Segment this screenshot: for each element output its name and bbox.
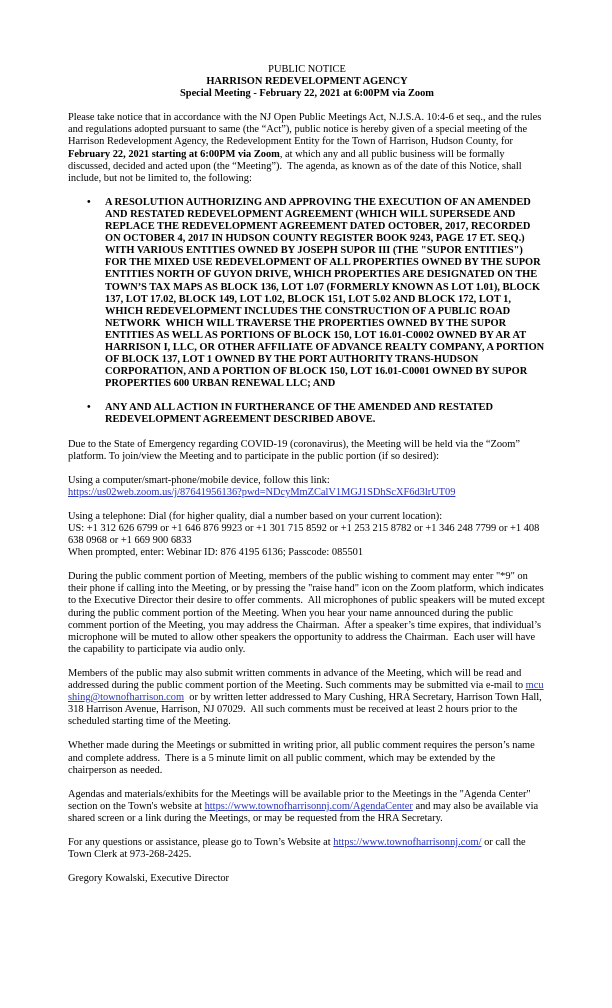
intro-text-1: Please take notice that in accordance with the NJ Open Public Meetings Act, N.J.S.A. 10:4-6 et seq., and the rules and regulations adopted pursuant to same (the “Act”), public notice is hereby given of a special meeting of the Harrison Redevelopment Agency, the Redevelopment Entity for the Town of Harrison, Hudson County, for (68, 112, 544, 148)
town-website-link[interactable]: https://www.townofharrisonnj.com/ (333, 836, 482, 848)
covid-zoom-paragraph: Due to the State of Emergency regarding COVID-19 (coronavirus), the Meeting will be held via the “Zoom” platform. To join/view the Meeting and to participate in the public portion (if so desired): (68, 438, 523, 462)
intro-paragraph (68, 112, 546, 185)
intro-text-2: , at which any and all public business will be formally discussed, decided and acted upon (the “Meeting”). The agenda, as known as of the date of this Notice, shall include, but not be limited to, the following: (68, 148, 525, 184)
agendas-availability-paragraph (68, 789, 546, 825)
written-comments-text-2: or by written letter addressed to Mary Cushing, HRA Secretary, Harrison Town Hall, 318 Harrison Avenue, Harrison, NJ 07029. All such comments must be received at least 2 hours prior to the scheduled starting time of the Meeting. (68, 692, 545, 728)
written-comments-paragraph (68, 668, 546, 728)
comment-rules-paragraph: Whether made during the Meetings or submitted in writing prior, all public comment requires the person’s name and complete address. There is a 5 minute limit on all public comment, which may be extended by the chairperson as needed. (68, 740, 538, 776)
agency-name-title: HARRISON REDEVELOPMENT AGENCY (206, 76, 408, 88)
signature-line: Gregory Kowalski, Executive Director (68, 873, 229, 885)
questions-text-2: or call the Town Clerk at 973-268-2425. (68, 836, 529, 861)
agendas-text-2: and may also be available via shared screen or a link during the Meetings, or may be requested from the HRA Secretary. (68, 800, 541, 824)
computer-access-label: Using a computer/smart-phone/mobile device, follow this link: (68, 474, 330, 486)
telephone-numbers-line: US: +1 312 626 6799 or +1 646 876 9923 or +1 301 715 8592 or +1 253 215 8782 or +1 346 248 7799 or +1 408 638 0968 or +1 669 900 6833 (68, 523, 542, 547)
telephone-access-label: Using a telephone: Dial (for higher quality, dial a number based on your current location): (68, 510, 443, 522)
agenda-items-list (68, 197, 546, 427)
agenda-item-further-action: • ANY AND ALL ACTION IN FURTHERANCE OF THE AMENDED AND RESTATED REDEVELOPMENT AGREEMENT DESCRIBED ABOVE. (68, 402, 546, 426)
intro-meeting-date-bold: February 22, 2021 starting at 6:00PM via Zoom (68, 148, 280, 160)
webinar-id-passcode-line: When prompted, enter: Webinar ID: 876 4195 6136; Passcode: 085501 (68, 547, 364, 559)
secretary-email-link[interactable]: mcushing@townofharrison.com (68, 680, 544, 704)
questions-text-1: For any questions or assistance, please go to Town’s Website at (68, 836, 334, 848)
agendas-text-1: Agendas and materials/exhibits for the Meetings will be available prior to the Meetings in the "Agenda Center" section on the Town's website at (68, 788, 534, 812)
notice-type-title: PUBLIC NOTICE (268, 64, 346, 75)
meeting-datetime-title: Special Meeting - February 22, 2021 at 6:00PM via Zoom (180, 88, 434, 100)
written-comments-text-1: Members of the public may also submit written comments in advance of the Meeting, which will be read and addressed during the public comment portion of the Meeting. Such comments may be submitted via e-mail to (68, 667, 526, 692)
zoom-meeting-link[interactable]: https://us02web.zoom.us/j/87641956136?pwd=NDcyMmZCalV1MGJ1SDhScXF6d3lrUT09 (68, 486, 456, 498)
zoom-link-line (68, 487, 546, 499)
computer-access-block (68, 475, 546, 499)
questions-paragraph (68, 837, 546, 861)
public-comment-paragraph: During the public comment portion of Meeting, members of the public wishing to comment may enter "*9" on their phone if calling into the Meeting, or by pressing the "raise hand" icon on the Zoom platform, which indicates to the Executive Director their desire to offer comments. All microphones of public speakers will be muted except during the public comment portion of the Meeting. When you hear your name announced during the public comment portion of the Meeting, you may address the Chairman. After a speaker’s time expires, that individual’s microphone will be muted to allow other speakers the opportunity to address the Chairman. Each user will have the capability to participate via audio only. (68, 571, 548, 655)
document-header (68, 64, 546, 100)
agenda-item-resolution: • A RESOLUTION AUTHORIZING AND APPROVING THE EXECUTION OF AN AMENDED AND RESTATED REDEVELOPMENT AGREEMENT (WHICH WILL SUPERSEDE AND REPLACE THE REDEVELOPMENT AGREEMENT DATED OCTOBER, 2017, RECORDED ON OCTOBER 4, 2017 IN HUDSON COUNTY REGISTER BOOK 9243, PAGE 17 ET. SEQ.) WITH VARIOUS ENTITIES OWNED BY JOSEPH SUPOR III (THE "SUPOR ENTITIES") FOR THE MIXED USE REDEVELOPMENT OF ALL PROPERTIES OWNED BY THE SUPOR ENTITIES NORTH OF GUYON DRIVE, WHICH PROPERTIES ARE DESIGNATED ON THE TOWN’S TAX MAPS AS BLOCK 136, LOT 1.07 (FORMERLY KNOWN AS LOT 1.01), BLOCK 137, LOT 17.02, BLOCK 149, LOT 1.02, BLOCK 151, LOT 5.02 AND BLOCK 172, LOT 1, WHICH REDEVELOPMENT INCLUDES THE CONSTRUCTION OF A PUBLIC ROAD NETWORK WHICH WILL TRAVERSE THE PROPERTIES OWNED BY THE SUPOR ENTITIES AS WELL AS PORTIONS OF BLOCK 150, LOT 16.01-C0002 OWNED BY AR AT HARRISON I, LLC, OR OTHER AFFILIATE OF ADVANCE REALTY COMPANY, A PORTION OF BLOCK 137, LOT 1 OWNED BY THE PORT AUTHORITY TRANS-HUDSON CORPORATION, AND A PORTION OF BLOCK 150, LOT 16.01-C0001 OWNED BY SUPOR PROPERTIES 600 URBAN RENEWAL LLC; AND (68, 197, 546, 391)
agenda-center-link[interactable]: https://www.townofharrisonnj.com/AgendaCenter (204, 800, 413, 812)
telephone-access-block (68, 511, 546, 559)
